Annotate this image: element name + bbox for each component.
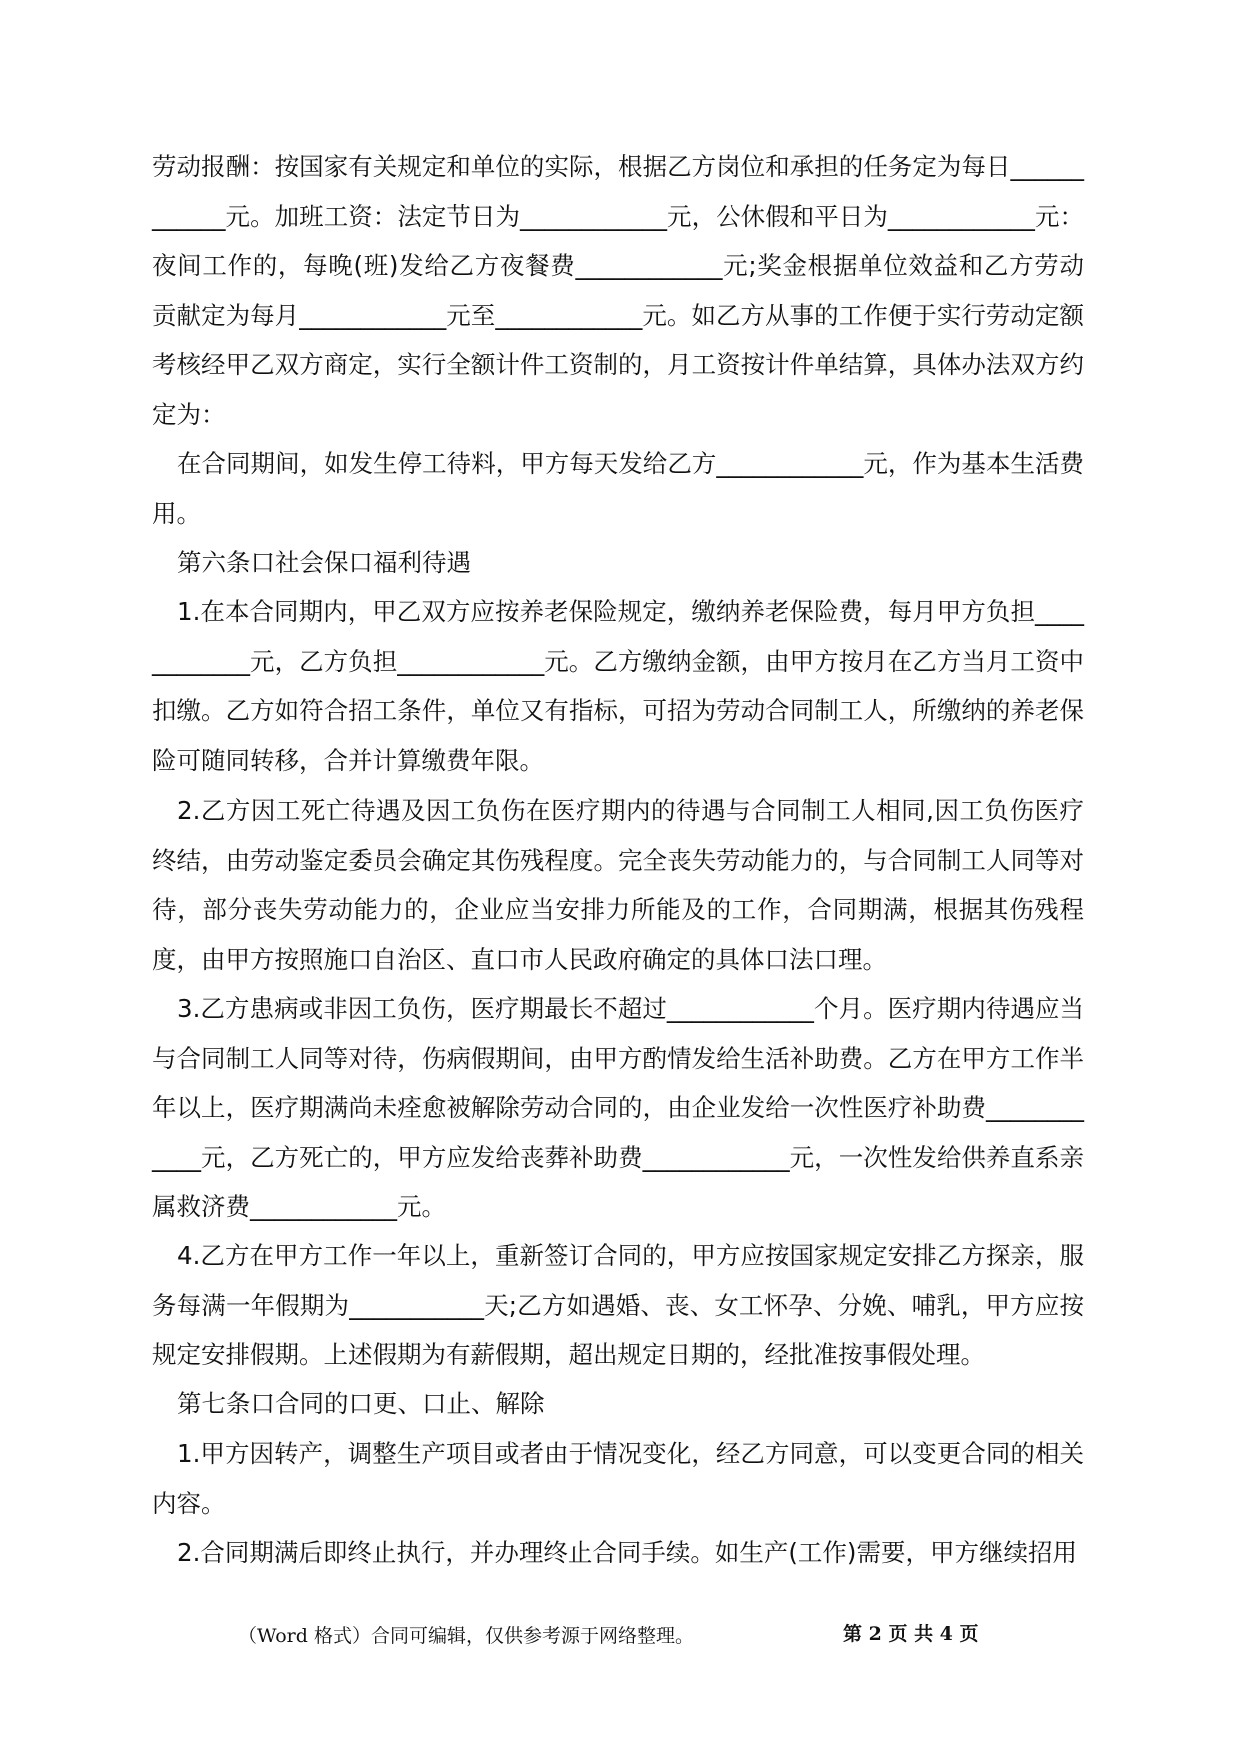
paragraph-7-2: 2.合同期满后即终止执行，并办理终止合同手续。如生产(工作)需要，甲方继续招用: [177, 1538, 1077, 1567]
paragraph-stoppage: 在合同期间，如发生停工待料，甲方每天发给乙方____________元，作为基本生活费用。: [152, 449, 1084, 528]
page-number: 第 2 页 共 4 页: [843, 1623, 979, 1645]
paragraph-labor-pay: 劳动报酬：按国家有关规定和单位的实际，根据乙方岗位和承担的任务定为每日____________元。加班工资：法定节日为____________元，公休假和平日为____________元：夜间工作的，每晚(班)发给乙方夜餐费____________元;奖金根据单位效益和乙方劳动贡献定为每月____________元至____________元。如乙方从事的工作便于实行劳动定额考核经甲乙双方商定，实行全额计件工资制的，月工资按计件单结算，具体办法双方约定为：: [152, 152, 1084, 429]
paragraph-6-4: 4.乙方在甲方工作一年以上，重新签订合同的，甲方应按国家规定安排乙方探亲，服务每满一年假期为___________天;乙方如遇婚、丧、女工怀孕、分娩、哺乳，甲方应按规定安排假期。上述假期为有薪假期，超出规定日期的，经批准按事假处理。: [152, 1241, 1084, 1369]
paragraph-6-3: 3.乙方患病或非因工负伤，医疗期最长不超过____________个月。医疗期内待遇应当与合同制工人同等对待，伤病假期间，由甲方酌情发给生活补助费。乙方在甲方工作半年以上，医疗期满尚未痊愈被解除劳动合同的，由企业发给一次性医疗补助费____________元，乙方死亡的，甲方应发给丧葬补助费____________元，一次性发给供养直系亲属救济费____________元。: [152, 994, 1084, 1221]
heading-article-7: 第七条口合同的口更、口止、解除: [177, 1389, 545, 1418]
paragraph-6-2: 2.乙方因工死亡待遇及因工负伤在医疗期内的待遇与合同制工人相同,因工负伤医疗终结，由劳动鉴定委员会确定其伤残程度。完全丧失劳动能力的，与合同制工人同等对待，部分丧失劳动能力的，企业应当安排力所能及的工作，合同期满，根据其伤残程度，由甲方按照施口自治区、直口市人民政府确定的具体口法口理。: [152, 796, 1084, 974]
heading-article-6: 第六条口社会保口福利待遇: [177, 548, 471, 577]
footer-note: （Word 格式）合同可编辑，仅供参考源于网络整理。: [238, 1625, 694, 1647]
paragraph-6-1: 1.在本合同期内，甲乙双方应按养老保险规定，缴纳养老保险费，每月甲方负担____________元，乙方负担____________元。乙方缴纳金额，由甲方按月在乙方当月工资中扣缴。乙方如符合招工条件，单位又有指标，可招为劳动合同制工人，所缴纳的养老保险可随同转移，合并计算缴费年限。: [152, 597, 1084, 775]
paragraph-7-1: 1.甲方因转产，调整生产项目或者由于情况变化，经乙方同意，可以变更合同的相关内容。: [152, 1439, 1084, 1518]
